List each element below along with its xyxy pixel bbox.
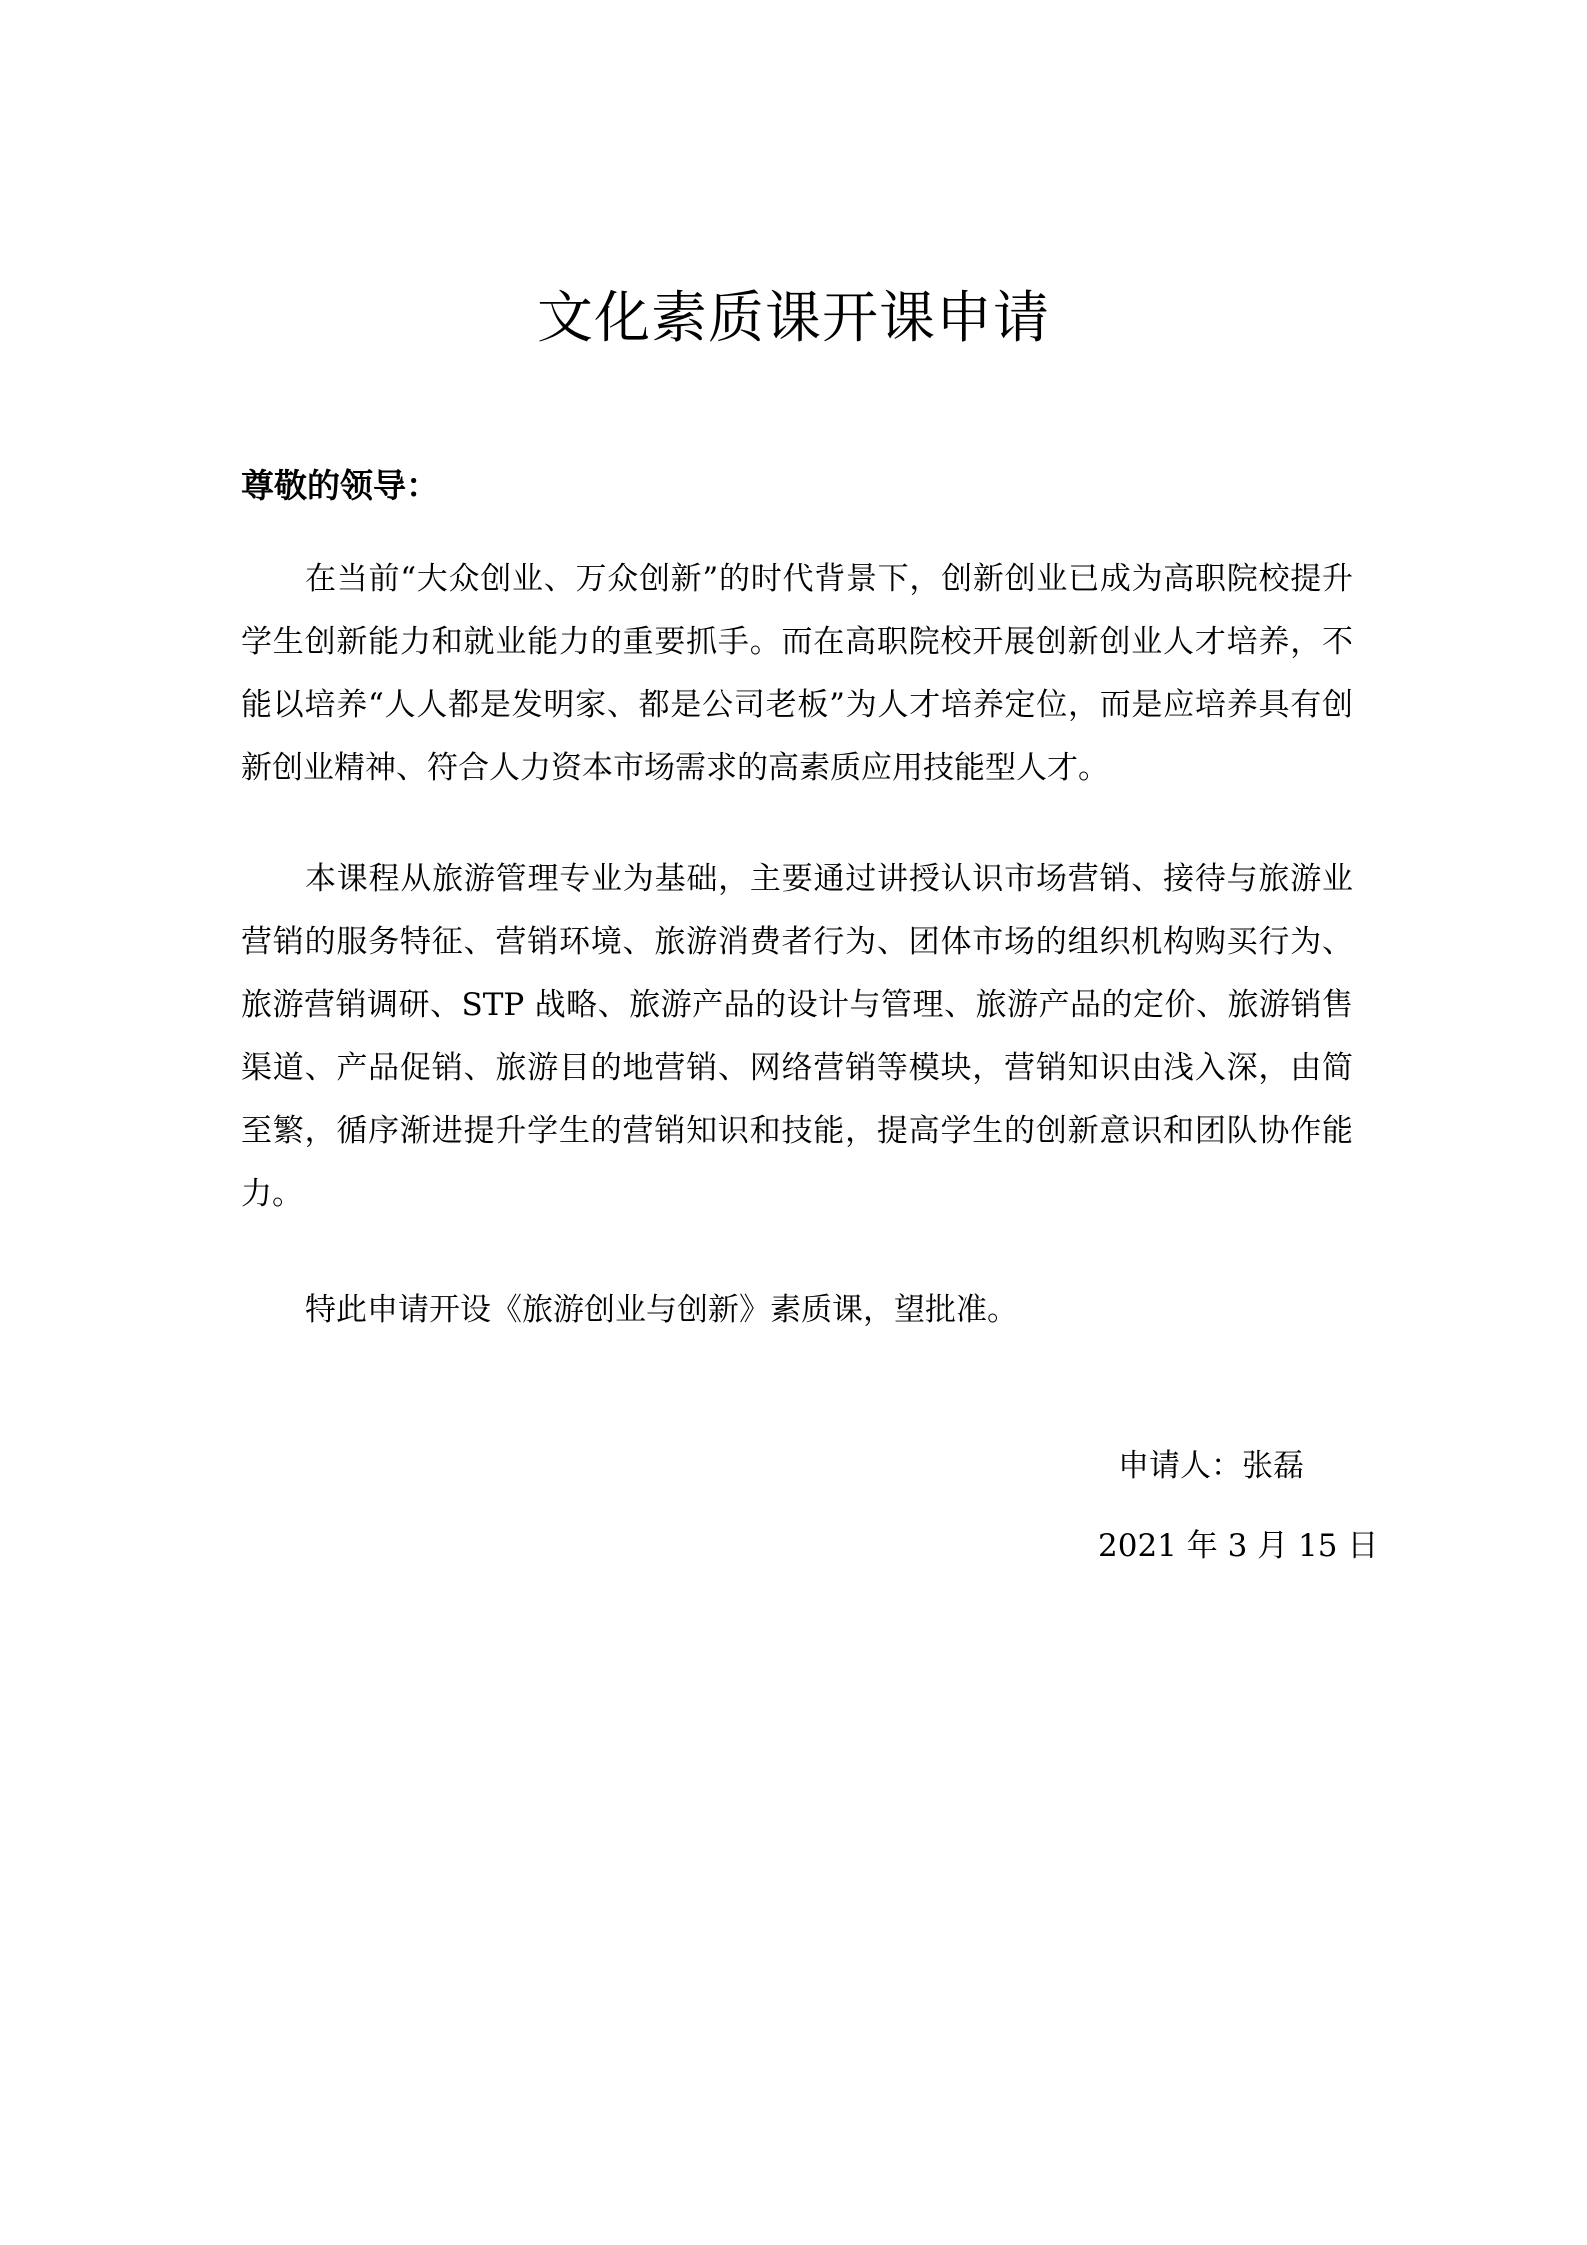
applicant-signature: 申请人：张磊 [1118,1448,1304,1484]
document-title: 文化素质课开课申请 [537,286,1050,351]
application-date: 2021 年 3 月 15 日 [1098,1528,1379,1564]
paragraph-course-description: 本课程从旅游管理专业为基础，主要通过讲授认识市场营销、接待与旅游业营销的服务特征、营销环境、旅游消费者行为、团体市场的组织机构购买行为、旅游营销调研、STP 战略、旅游产品的设计与管理、旅游产品的定价、旅游销售渠道、产品促销、旅游目的地营销、网络营销等模块，营销知识由浅入深，由简至繁，循序渐进提升学生的营销知识和技能，提高学生的创新意识和团队协作能力。 [241,861,1353,1212]
salutation: 尊敬的领导： [241,466,439,505]
paragraph-request: 特此申请开设《旅游创业与创新》素质课，望批准。 [305,1292,1018,1328]
paragraph-intro: 在当前“大众创业、万众创新”的时代背景下，创新创业已成为高职院校提升学生创新能力和就业能力的重要抓手。而在高职院校开展创新创业人才培养，不能以培养“人人都是发明家、都是公司老板”为人才培养定位，而是应培养具有创新创业精神、符合人力资本市场需求的高素质应用技能型人才。 [241,561,1353,786]
